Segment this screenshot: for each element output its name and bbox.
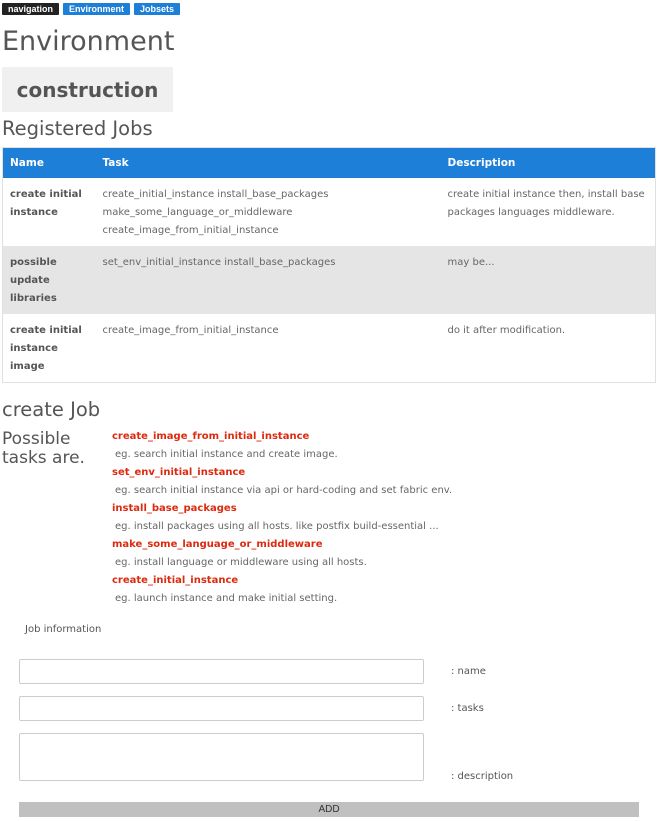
job-task: create_image_from_initial_instance	[102, 324, 279, 336]
possible-tasks-label: Possible tasks are.	[2, 429, 85, 468]
job-name: create initial instance	[10, 188, 82, 218]
task-name: create_image_from_initial_instance	[112, 431, 310, 442]
task-name: make_some_language_or_middleware	[112, 539, 323, 550]
page-title: Environment	[2, 26, 175, 57]
task-name: create_initial_instance	[112, 575, 239, 586]
column-header-name: Name	[3, 148, 96, 178]
add-job-button[interactable]: ADD	[19, 802, 639, 817]
task-name: install_base_packages	[112, 503, 237, 514]
breadcrumb	[2, 3, 180, 15]
registered-jobs-title: Registered Jobs	[2, 117, 153, 140]
name-field-label: : name	[451, 666, 486, 677]
task-description: eg. search initial instance and create image.	[115, 449, 338, 460]
column-header-description: Description	[441, 148, 656, 178]
table-row	[3, 246, 656, 314]
job-task: set_env_initial_instance install_base_packages	[96, 246, 441, 314]
breadcrumb-jobsets[interactable]: Jobsets	[134, 3, 180, 15]
tasks-field-label: : tasks	[451, 703, 484, 714]
create-job-title: create Job	[2, 398, 101, 421]
task-description: eg. install packages using all hosts. like postfix build-essential ...	[115, 521, 439, 532]
job-description: may be...	[441, 246, 656, 314]
job-name: create initial instance image	[10, 324, 82, 372]
job-task: create_initial_instance install_base_packages make_some_language_or_middleware create_image_from_initial_instance	[102, 188, 329, 236]
job-description: do it after modification.	[447, 324, 566, 336]
job-description-textarea[interactable]	[19, 733, 424, 781]
table-row	[3, 178, 656, 246]
table-row	[3, 314, 656, 383]
description-field-label: : description	[451, 771, 514, 782]
job-description: create initial instance then, install base packages languages middleware.	[447, 188, 645, 218]
job-name: possible update libraries	[3, 246, 96, 314]
task-name: set_env_initial_instance	[112, 467, 246, 478]
breadcrumb-environment[interactable]: Environment	[63, 3, 130, 15]
task-description: eg. launch instance and make initial setting.	[115, 593, 338, 604]
column-header-task: Task	[96, 148, 441, 178]
breadcrumb-navigation[interactable]: navigation	[2, 3, 59, 15]
table-header-row	[3, 148, 656, 178]
possible-task-list	[112, 428, 452, 608]
job-name-input[interactable]	[19, 659, 424, 684]
task-description: eg. search initial instance via api or hard-coding and set fabric env.	[115, 485, 453, 496]
job-information-legend: Job information	[25, 624, 102, 635]
task-description: eg. install language or middleware using all hosts.	[115, 557, 367, 568]
environment-name: construction	[16, 77, 159, 102]
environment-name-box	[2, 67, 173, 112]
registered-jobs-table	[2, 147, 656, 383]
job-tasks-input[interactable]	[19, 696, 424, 721]
